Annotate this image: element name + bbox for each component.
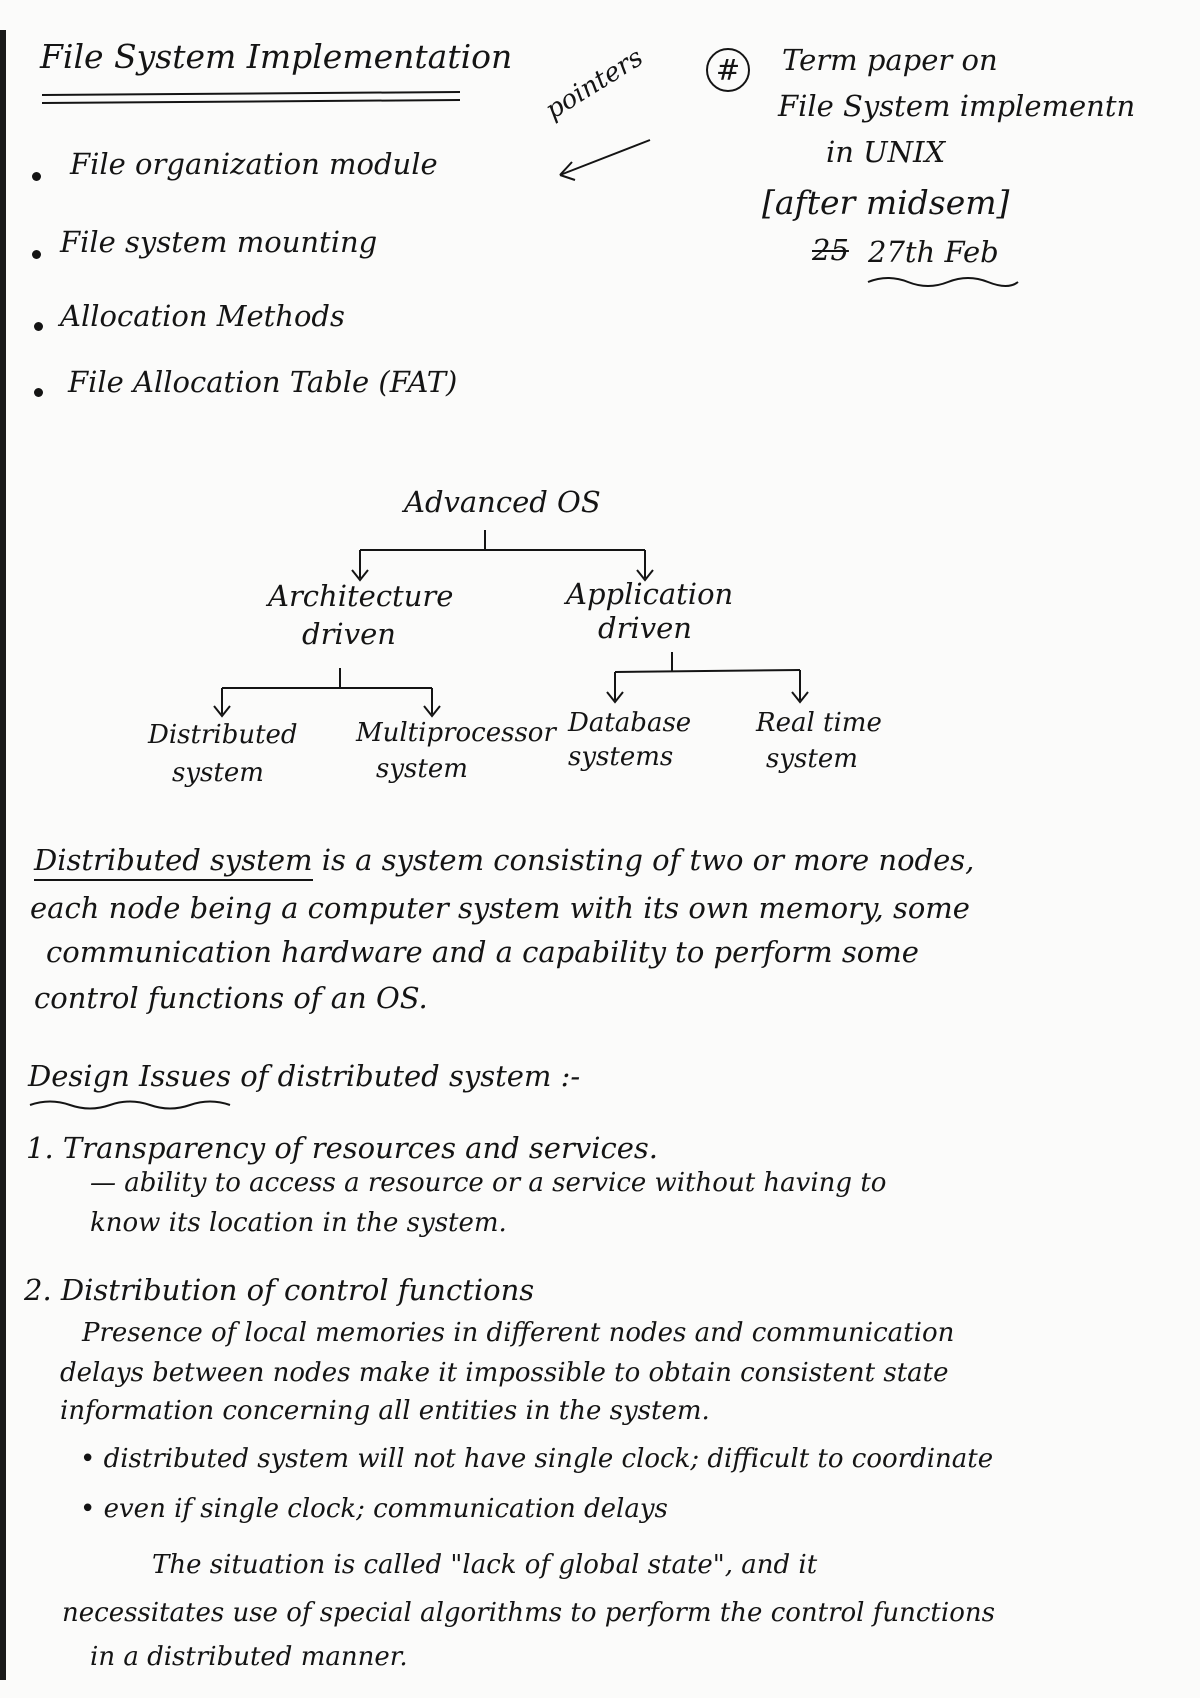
tree-root: Advanced OS [404,485,601,519]
bullet-item-2: File system mounting [60,225,378,259]
item-2-bullet-1: • distributed system will not have single clock; difficult to coordinate [80,1444,994,1474]
item-2-line-8: necessitates use of special algorithms to perform the control functions [62,1598,995,1628]
bullet-item-4: File Allocation Table (FAT) [68,365,458,399]
title-underline-1 [42,92,460,95]
design-heading: Design Issues of distributed system :- [28,1059,581,1093]
term-paper-marker: # [706,48,750,92]
tree-database-1: Database [568,708,692,738]
struck-date: 25 [812,233,849,267]
bullet-dot [32,172,41,181]
item-2-line-3: delays between nodes make it impossible to obtain consistent state [60,1358,949,1388]
bullet-dot [32,250,41,259]
pointers-arrow-line [560,140,650,175]
tree-multiprocessor-2: system [376,754,468,784]
tree-distributed-2: system [172,758,264,788]
title-underline-2 [42,100,460,103]
bullet-dot [34,322,43,331]
item-1-title: 1. Transparency of resources and services. [26,1131,658,1165]
item-1-line-3: know its location in the system. [90,1208,507,1238]
tree-distributed-1: Distributed [148,720,298,750]
item-1-line-2: — ability to access a resource or a service without having to [90,1168,887,1198]
bullet-dot [34,388,43,397]
tree-multiprocessor-1: Multiprocessor [356,718,556,748]
item-2-title: 2. Distribution of control functions [24,1273,535,1307]
tree-architecture-1: Architecture [268,579,454,613]
term-paper-line-1: Term paper on [782,43,998,77]
item-2-line-4: information concerning all entities in the system. [60,1396,710,1426]
tree-realtime-2: system [766,744,858,774]
tree-database-2: systems [568,742,674,772]
tree-application-1: Application [566,577,734,611]
definition-line-1-rest: is a system consisting of two or more nodes, [321,843,975,877]
date-squiggle [868,278,1018,286]
design-squiggle [30,1102,230,1109]
bullet-item-1: File organization module [70,147,438,181]
definition-term: Distributed system [34,843,313,881]
tree-realtime-1: Real time [756,708,882,738]
term-paper-line-2: File System implementn [778,89,1136,123]
definition-line-4: control functions of an OS. [34,981,428,1015]
definition-line-1 [34,843,975,877]
term-paper-line-4: [after midsem] [762,183,1010,222]
app-bar [615,670,800,672]
page-title: File System Implementation [40,37,513,76]
definition-line-2: each node being a computer system with its own memory, some [30,891,970,925]
item-2-bullet-2: • even if single clock; communication delays [80,1494,668,1524]
bullet-item-3: Allocation Methods [60,299,345,333]
tree-architecture-2: driven [302,617,396,651]
item-2-line-9: in a distributed manner. [90,1642,408,1672]
tree-application-2: driven [598,611,692,645]
definition-line-3: communication hardware and a capability to perform some [46,935,919,969]
term-paper-line-3: in UNIX [826,135,946,169]
term-paper-date: 27th Feb [868,235,999,269]
pointers-note: pointers [540,42,649,126]
item-2-line-2: Presence of local memories in different nodes and communication [82,1318,955,1348]
item-2-line-7: The situation is called "lack of global state", and it [152,1550,818,1580]
